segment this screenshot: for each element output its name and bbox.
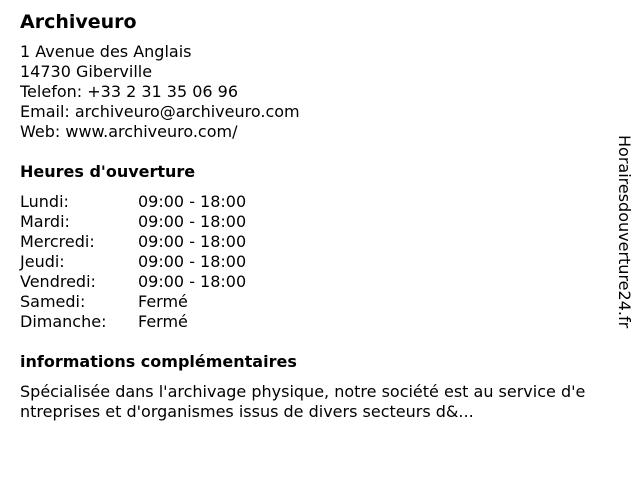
address-line-1: 1 Avenue des Anglais [20, 42, 192, 61]
business-card [20, 10, 590, 422]
hours-row-thursday [20, 252, 590, 272]
hours-row-friday [20, 272, 590, 292]
time-value: 09:00 - 18:00 [138, 212, 247, 231]
web-line: Web: www.archiveuro.com/ [20, 122, 238, 141]
day-label: Dimanche: [20, 312, 107, 331]
hours-row-monday [20, 192, 590, 212]
phone-line: Telefon: +33 2 31 35 06 96 [20, 82, 239, 101]
address-line-2: 14730 Giberville [20, 62, 153, 81]
hours-row-sunday [20, 312, 590, 332]
hours-row-saturday [20, 292, 590, 312]
day-label: Mardi: [20, 212, 70, 231]
day-label: Samedi: [20, 292, 86, 311]
hours-title: Heures d'ouverture [20, 162, 196, 181]
time-value: 09:00 - 18:00 [138, 252, 247, 271]
time-value: 09:00 - 18:00 [138, 192, 247, 211]
time-value: 09:00 - 18:00 [138, 272, 247, 291]
site-watermark-label: Horairesdouverture24.fr [615, 135, 634, 329]
hours-table [20, 192, 590, 332]
day-label: Lundi: [20, 192, 69, 211]
info-description: Spécialisée dans l'archivage physique, notre société est au service d'entreprises et d'organismes issus de divers secteurs d&... [20, 382, 586, 421]
hours-row-wednesday [20, 232, 590, 252]
info-title: informations complémentaires [20, 352, 297, 371]
business-name: Archiveuro [20, 11, 137, 33]
day-label: Mercredi: [20, 232, 95, 251]
contact-block [20, 42, 590, 142]
email-line: Email: archiveuro@archiveuro.com [20, 102, 300, 121]
hours-row-tuesday [20, 212, 590, 232]
time-value: Fermé [138, 312, 188, 331]
time-value: Fermé [138, 292, 188, 311]
time-value: 09:00 - 18:00 [138, 232, 247, 251]
day-label: Vendredi: [20, 272, 96, 291]
day-label: Jeudi: [20, 252, 65, 271]
